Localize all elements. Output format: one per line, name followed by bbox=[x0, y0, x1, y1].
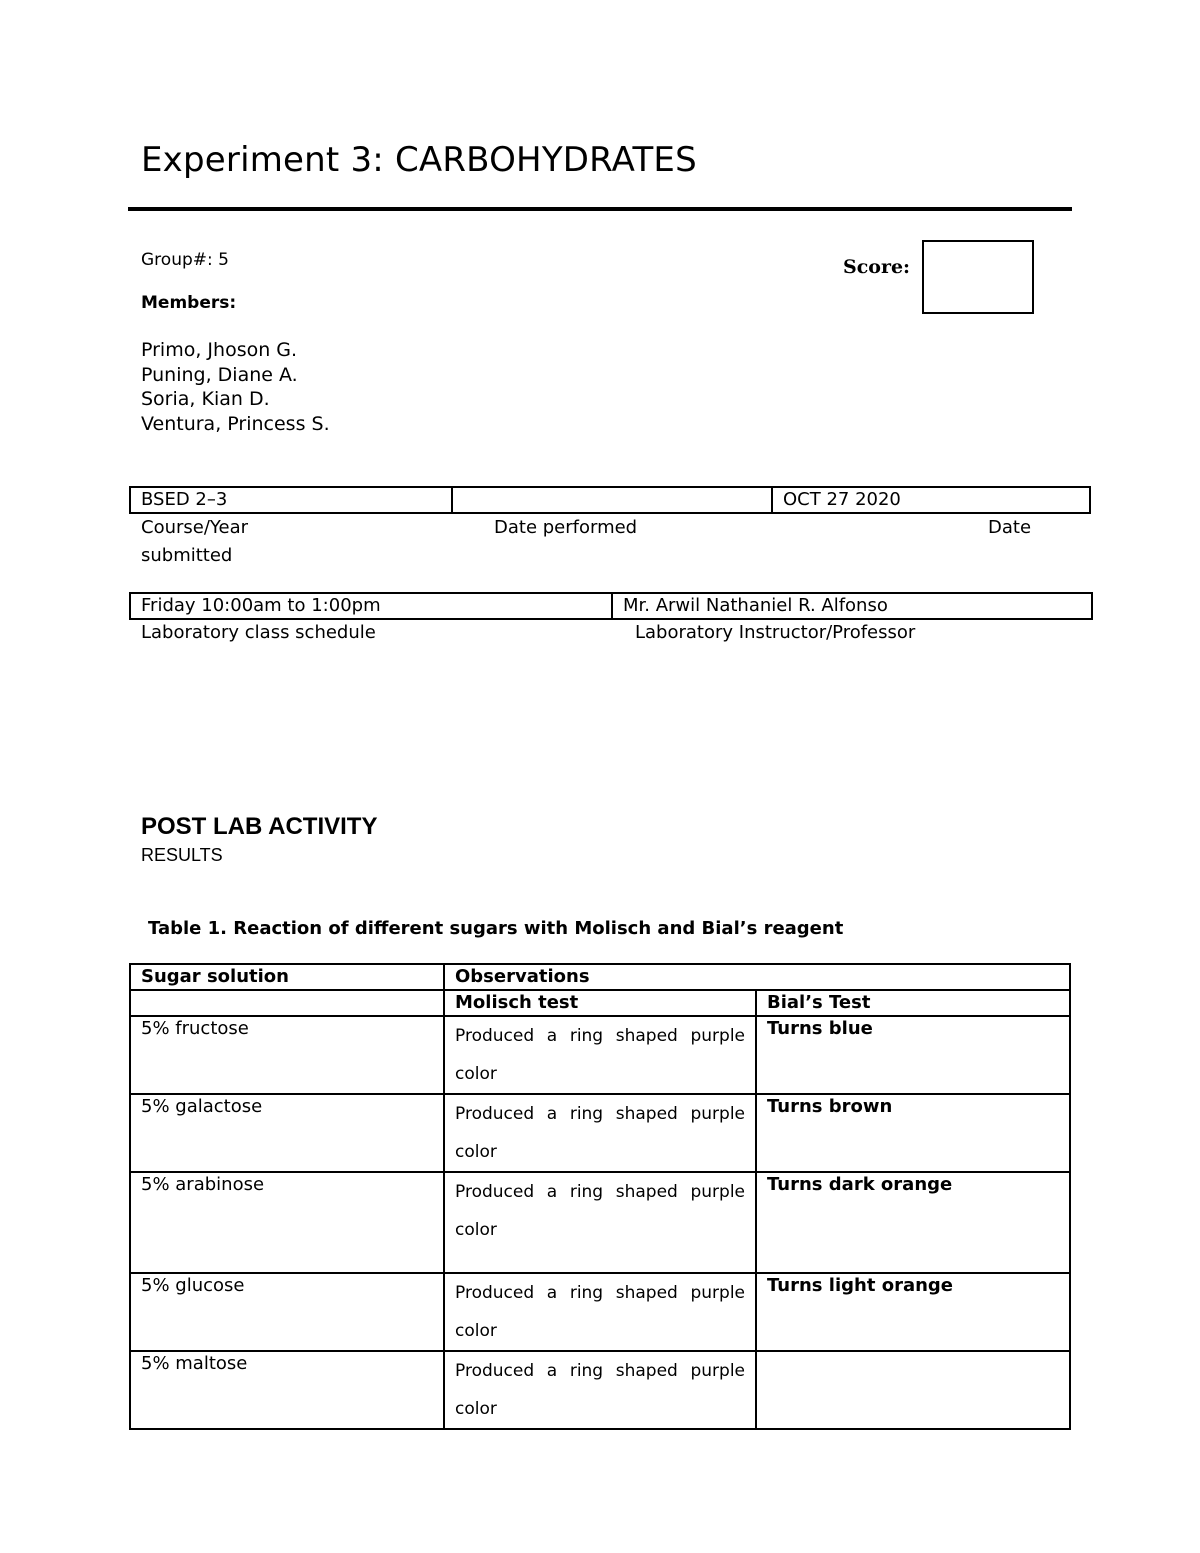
schedule-instructor-table bbox=[129, 592, 1093, 620]
page-title: Experiment 3: CARBOHYDRATES bbox=[141, 140, 697, 180]
instructor-value: Mr. Arwil Nathaniel R. Alfonso bbox=[612, 593, 1092, 619]
instructor-label: Laboratory Instructor/Professor bbox=[635, 622, 916, 643]
table-caption: Table 1. Reaction of different sugars with Molisch and Bial’s reagent bbox=[148, 918, 844, 939]
molisch-cell: Produced a ring shaped purple color bbox=[444, 1273, 756, 1351]
sugar-cell: 5% glucose bbox=[130, 1273, 444, 1351]
score-box bbox=[922, 240, 1034, 314]
sugar-cell: 5% fructose bbox=[130, 1016, 444, 1094]
schedule-label: Laboratory class schedule bbox=[141, 622, 376, 643]
header-molisch: Molisch test bbox=[444, 990, 756, 1016]
table-header-row bbox=[130, 964, 1070, 990]
table-row bbox=[130, 1094, 1070, 1172]
results-subheading: RESULTS bbox=[141, 845, 223, 865]
sugar-cell: 5% arabinose bbox=[130, 1172, 444, 1273]
bial-cell: Turns brown bbox=[756, 1094, 1070, 1172]
course-date-table bbox=[129, 486, 1091, 514]
member-name: Primo, Jhoson G. bbox=[141, 339, 298, 361]
score-label: Score: bbox=[843, 256, 911, 278]
date-submitted-label-continued: submitted bbox=[141, 545, 233, 566]
molisch-cell: Produced a ring shaped purple color bbox=[444, 1094, 756, 1172]
bial-cell: Turns dark orange bbox=[756, 1172, 1070, 1273]
header-bial: Bial’s Test bbox=[756, 990, 1070, 1016]
members-label: Members: bbox=[141, 293, 237, 313]
date-performed-value bbox=[452, 487, 772, 513]
results-table bbox=[129, 963, 1071, 1430]
molisch-cell: Produced a ring shaped purple color bbox=[444, 1172, 756, 1273]
table-row bbox=[130, 1172, 1070, 1273]
header-sugar-solution: Sugar solution bbox=[130, 964, 444, 990]
group-number: Group#: 5 bbox=[141, 250, 229, 270]
member-name: Puning, Diane A. bbox=[141, 364, 298, 386]
header-blank bbox=[130, 990, 444, 1016]
table-row bbox=[130, 1351, 1070, 1429]
bial-cell: Turns light orange bbox=[756, 1273, 1070, 1351]
bial-cell bbox=[756, 1351, 1070, 1429]
course-year-label: Course/Year bbox=[141, 517, 249, 538]
table-subheader-row bbox=[130, 990, 1070, 1016]
table-row bbox=[130, 1273, 1070, 1351]
molisch-cell: Produced a ring shaped purple color bbox=[444, 1351, 756, 1429]
header-observations: Observations bbox=[444, 964, 1070, 990]
sugar-cell: 5% galactose bbox=[130, 1094, 444, 1172]
date-submitted-label: Date bbox=[988, 517, 1032, 538]
date-submitted-value: OCT 27 2020 bbox=[772, 487, 1090, 513]
sugar-cell: 5% maltose bbox=[130, 1351, 444, 1429]
title-divider bbox=[128, 207, 1072, 211]
molisch-cell: Produced a ring shaped purple color bbox=[444, 1016, 756, 1094]
course-year-value: BSED 2–3 bbox=[130, 487, 452, 513]
date-performed-label: Date performed bbox=[494, 517, 638, 538]
bial-cell: Turns blue bbox=[756, 1016, 1070, 1094]
member-name: Soria, Kian D. bbox=[141, 388, 270, 410]
postlab-heading: POST LAB ACTIVITY bbox=[141, 813, 378, 840]
schedule-value: Friday 10:00am to 1:00pm bbox=[130, 593, 612, 619]
member-name: Ventura, Princess S. bbox=[141, 413, 330, 435]
table-row bbox=[130, 1016, 1070, 1094]
